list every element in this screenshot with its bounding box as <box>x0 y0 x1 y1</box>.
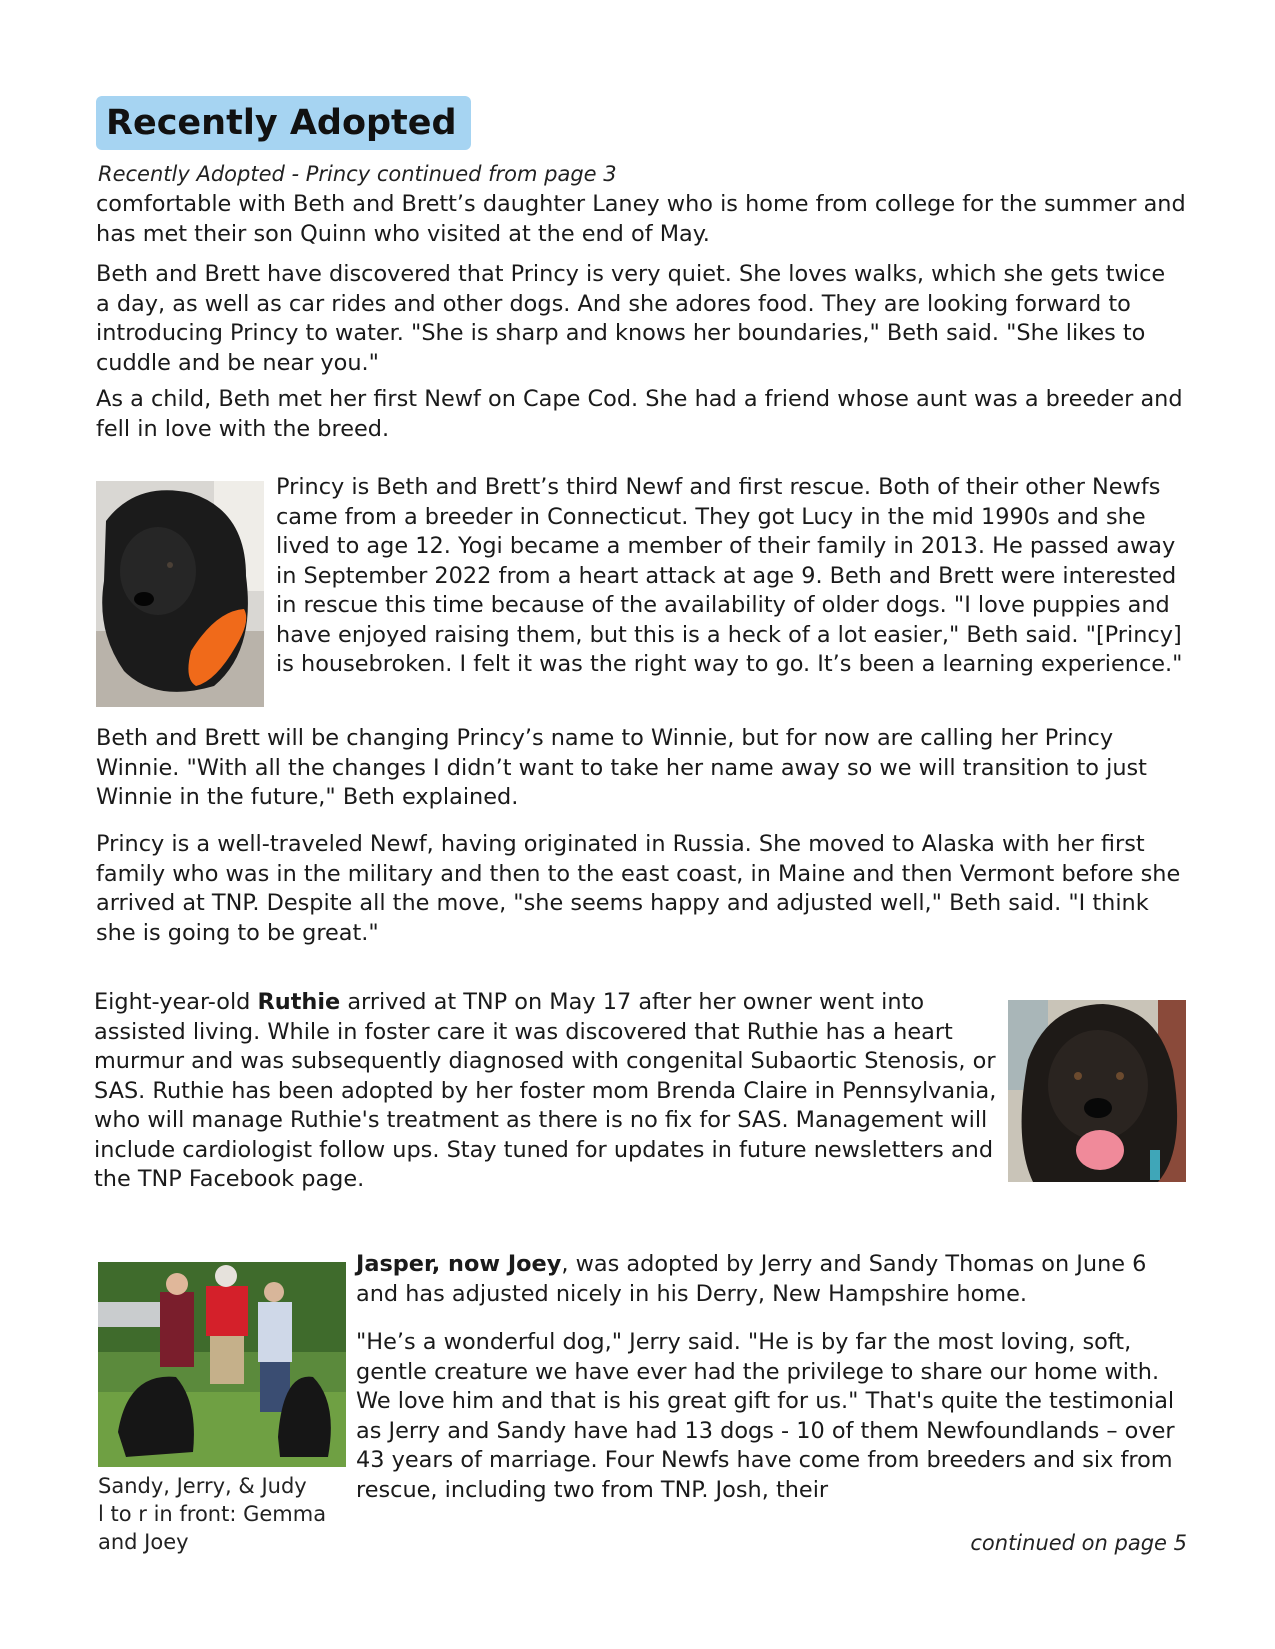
princy-photo <box>96 481 264 707</box>
princy-paragraph-6: Princy is a well-traveled Newf, having originated in Russia. She moved to Alaska with her first family who was in the military and then to the east coast, in Maine and then Vermont before she arrived at TNP. Despite all the move, "she seems happy and adjusted well," Beth said. "I think she is going to be great." <box>96 831 1181 946</box>
continued-on-note: continued on page 5 <box>970 1531 1187 1555</box>
section-title: Recently Adopted <box>96 96 471 150</box>
continued-from-note: Recently Adopted - Princy continued from page 3 <box>98 162 617 186</box>
jasper-paragraph-1 <box>356 1250 1186 1309</box>
princy-paragraph-1: comfortable with Beth and Brett’s daughter Laney who is home from college for the summer and has met their son Quinn who visited at the end of May. <box>96 191 1186 247</box>
jasper-name: Jasper, now Joey <box>356 1251 562 1277</box>
ruthie-lead: Eight-year-old <box>94 989 258 1015</box>
princy-paragraph-5: Beth and Brett will be changing Princy’s name to Winnie, but for now are calling her Princy Winnie. "With all the changes I didn’t want to take her name away so we will transition to just Winnie in the future," Beth explained. <box>96 725 1147 810</box>
jasper-paragraph-2: "He’s a wonderful dog," Jerry said. "He is by far the most loving, soft, gentle creature we have ever had the privilege to share our home with. We love him and that is his great gift for us." That's quite the testimonial as Jerry and Sandy have had 13 dogs - 10 of them Newfoundlands – over 43 years of marriage. Four Newfs have come from breeders and six from rescue, including two from TNP. Josh, their <box>356 1329 1175 1503</box>
ruthie-text: arrived at TNP on May 17 after her owner went into assisted living. While in foster care it was discovered that Ruthie has a heart murmur and was subsequently diagnosed with congenital Subaortic Stenosis, or SAS. Ruthie has been adopted by her foster mom Brenda Claire in Pennsylvania, who will manage Ruthie's treatment as there is no fix for SAS. Management will include cardiologist follow ups. Stay tuned for updates in future newsletters and the TNP Facebook page. <box>94 989 997 1192</box>
jasper-intro-text: , was adopted by Jerry and Sandy Thomas on June 6 and has adjusted nicely in his Derry, New Hampshire home. <box>356 1251 1147 1307</box>
princy-paragraph-2: Beth and Brett have discovered that Princy is very quiet. She loves walks, which she gets twice a day, as well as car rides and other dogs. And she adores food. They are looking forward to introducing Princy to water. "She is sharp and knows her boundaries," Beth said. "She likes to cuddle and be near you." <box>96 261 1166 376</box>
ruthie-paragraph <box>94 988 999 1195</box>
ruthie-name: Ruthie <box>257 989 341 1015</box>
princy-paragraph-3: As a child, Beth met her first Newf on Cape Cod. She had a friend whose aunt was a breeder and fell in love with the breed. <box>96 386 1183 442</box>
princy-paragraph-4: Princy is Beth and Brett’s third Newf and first rescue. Both of their other Newfs came from a breeder in Connecticut. They got Lucy in the mid 1990s and she lived to age 12. Yogi became a member of their family in 2013. He passed away in September 2022 from a heart attack at age 9. Beth and Brett were interested in rescue this time because of the availability of older dogs. "I love puppies and have enjoyed raising them, but this is a heck of a lot easier," Beth said. "[Princy] is housebroken. I felt it was the right way to go. It’s been a learning experience." <box>276 474 1183 677</box>
jasper-family-photo <box>98 1262 346 1467</box>
ruthie-photo <box>1008 1000 1186 1182</box>
jasper-photo-caption: Sandy, Jerry, & Judy l to r in front: Gemma and Joey <box>98 1474 327 1554</box>
